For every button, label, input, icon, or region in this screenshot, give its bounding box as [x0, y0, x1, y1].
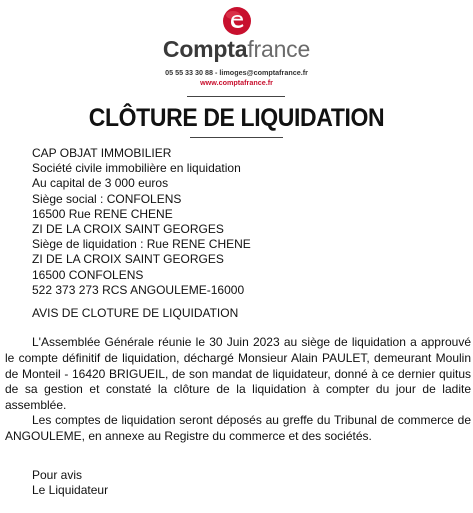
signature-line: Le Liquidateur: [32, 483, 109, 498]
website-link[interactable]: www.comptafrance.fr: [200, 78, 273, 87]
paragraph-deposit: Les comptes de liquidation seront déposés au greffe du Tribunal de commerce de ANGOULEME, en annexe au Registre du commerce et des sociétés.: [5, 413, 471, 443]
notice-heading: AVIS DE CLOTURE DE LIQUIDATION: [32, 306, 239, 320]
compta-e-logo-icon: [222, 6, 252, 36]
contact-line: 05 55 33 30 88 - limoges@comptafrance.fr: [165, 68, 308, 77]
company-line: CAP OBJAT IMMOBILIER: [32, 146, 172, 160]
company-line: 522 373 273 RCS ANGOULEME-16000: [32, 282, 245, 297]
company-details: [32, 146, 251, 298]
company-line: Siège de liquidation : Rue RENE CHENE: [32, 237, 251, 252]
company-line: ZI DE LA CROIX SAINT GEORGES: [32, 222, 224, 237]
company-line: Siège social : CONFOLENS: [32, 191, 182, 206]
page-title: CLÔTURE DE LIQUIDATION: [88, 104, 385, 132]
company-line: 16500 CONFOLENS: [32, 267, 144, 282]
header: [0, 0, 473, 100]
title-underline: [190, 137, 283, 138]
brand-light: france: [247, 36, 311, 62]
header-divider: [187, 96, 285, 97]
company-line: 16500 Rue RENE CHENE: [32, 206, 173, 221]
signature-line: Pour avis: [32, 468, 83, 482]
paragraph-approval: L'Assemblée Générale réunie le 30 Juin 2023 au siège de liquidation a approuvé le compte définitif de liquidation, déchargé Monsieur Alain PAULET, demeurant Moulin de Monteil - 16420 BRIGUEIL, de son mandat de liquidateur, donné à ce dernier quitus de sa gestion et constaté la clôture de la liquidation à compter du jour de ladite assemblée.: [5, 335, 471, 413]
brand-bold: Compta: [162, 36, 248, 62]
company-line: Au capital de 3 000 euros: [32, 176, 169, 191]
brand-name: [0, 36, 473, 63]
company-line: Société civile immobilière en liquidation: [32, 161, 241, 176]
signature-block: [32, 468, 108, 498]
company-line: ZI DE LA CROIX SAINT GEORGES: [32, 252, 224, 267]
